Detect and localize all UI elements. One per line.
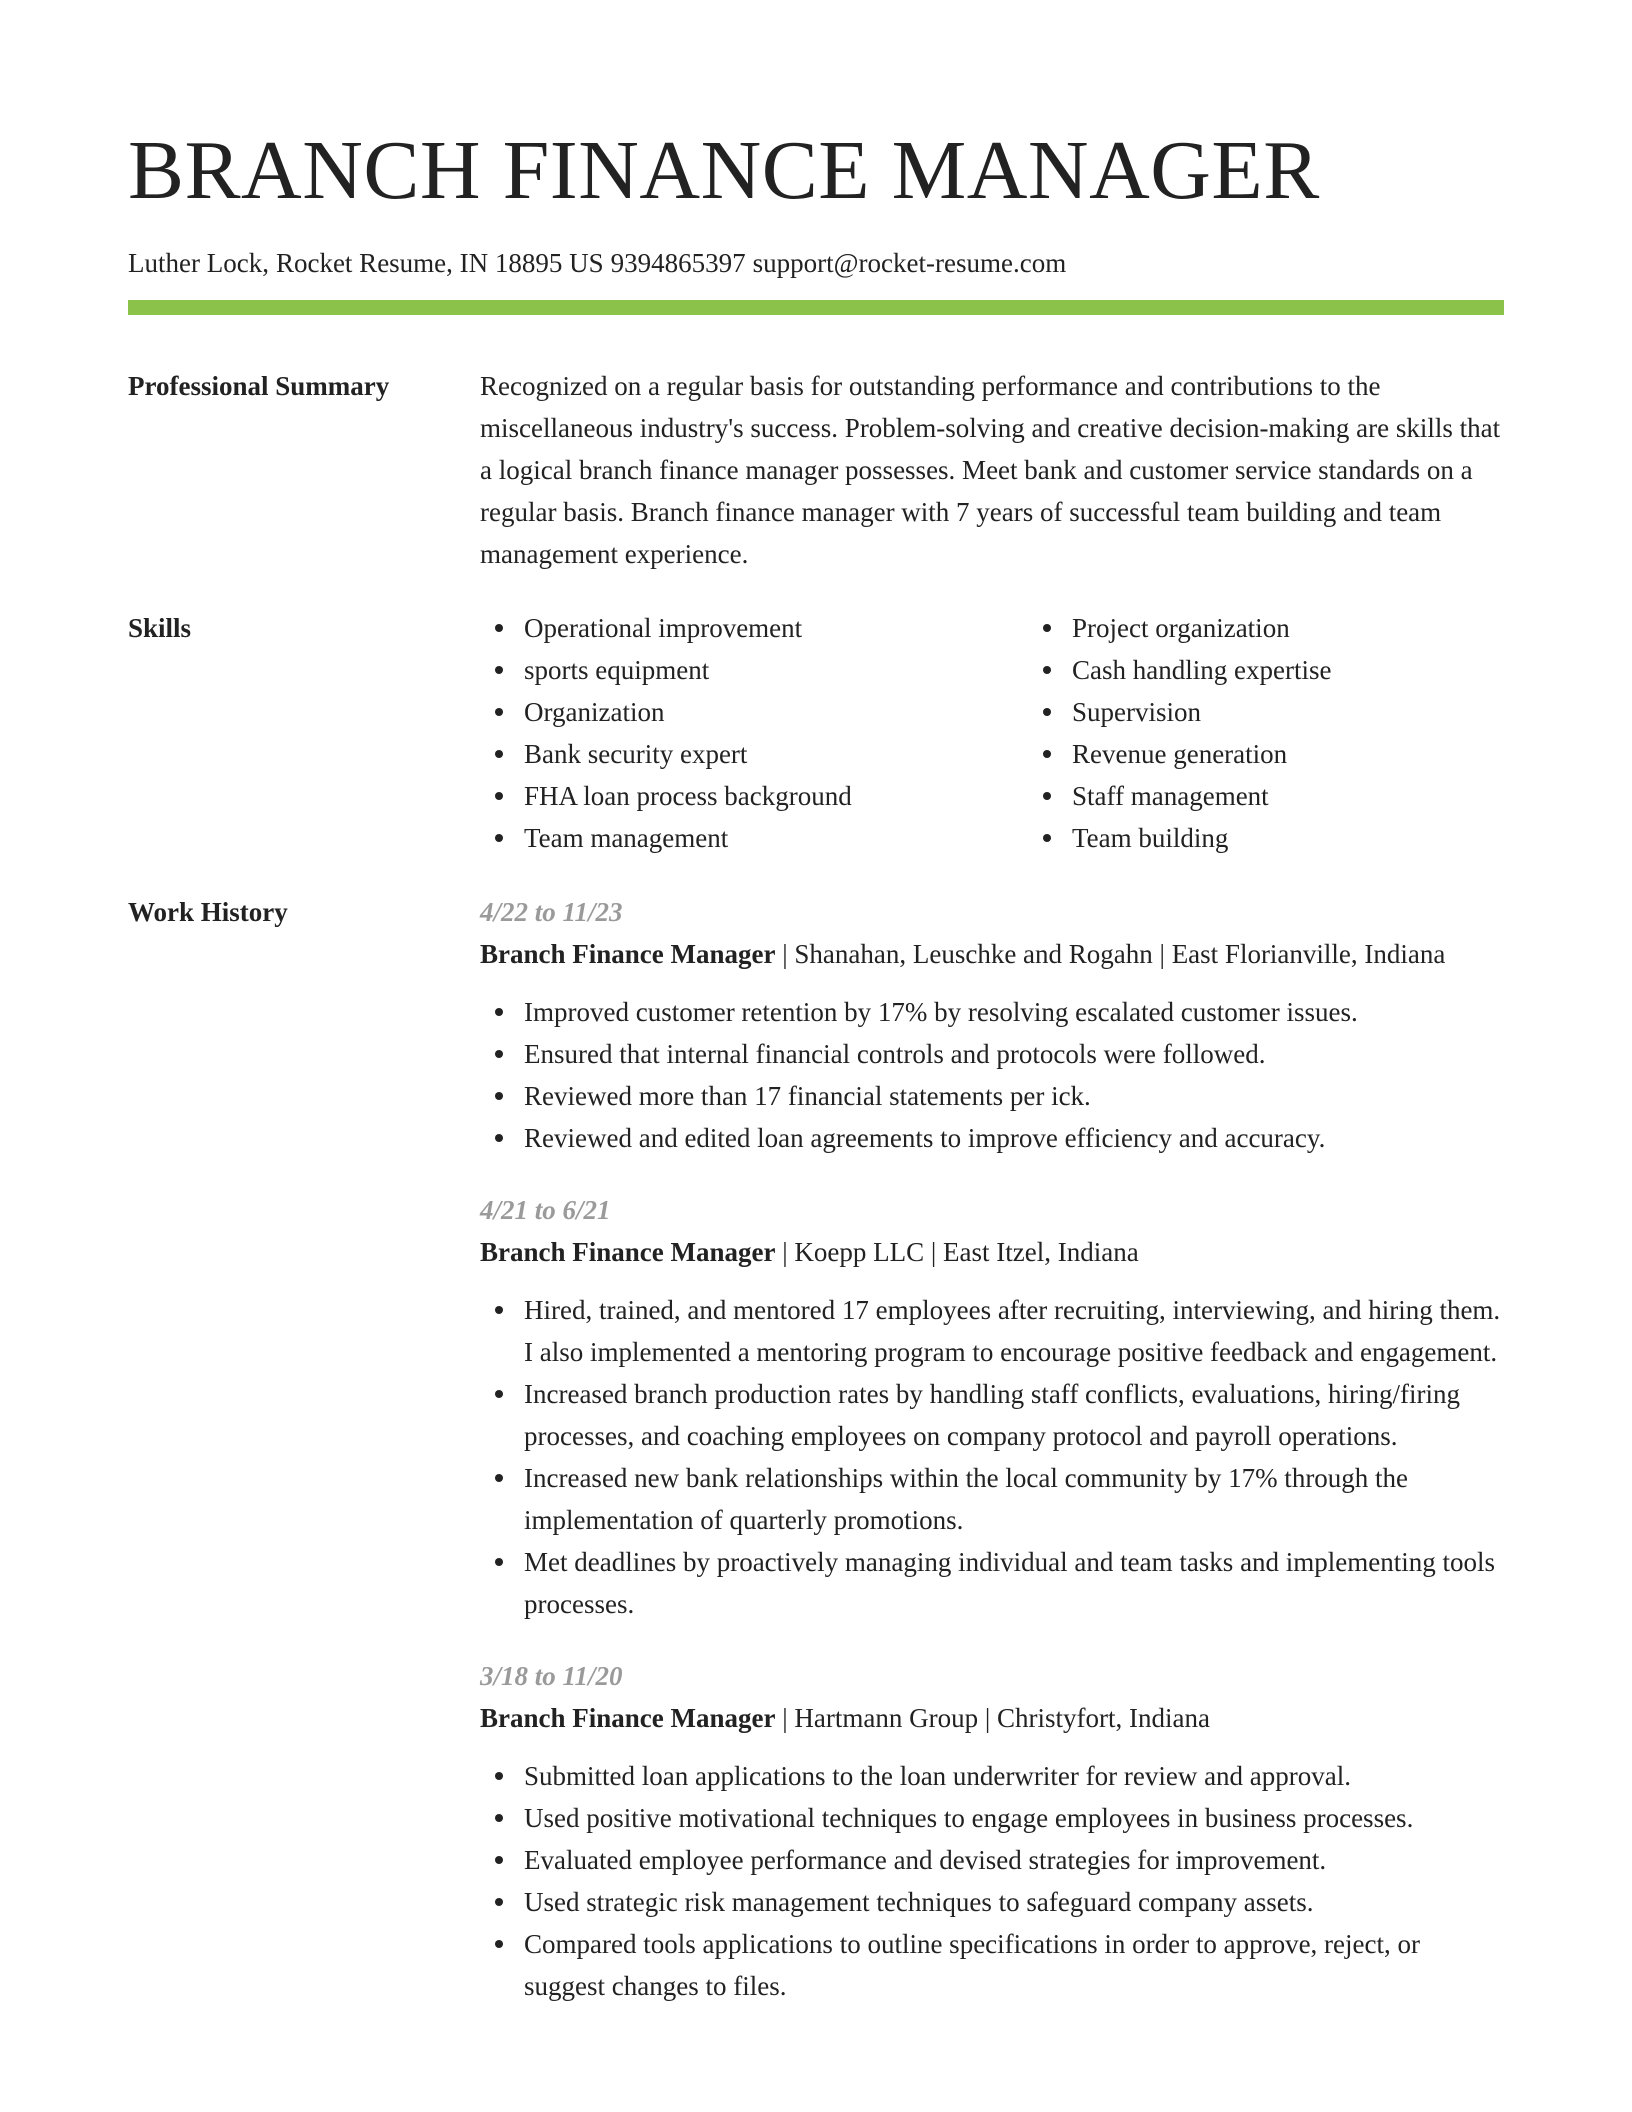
job-entry [480, 1189, 1504, 1625]
job-bullet: Compared tools applications to outline specifications in order to approve, reject, or suggest changes to files. [524, 1923, 1504, 2007]
resume-page [128, 0, 1504, 2007]
job-dates: 3/18 to 11/20 [480, 1661, 623, 1691]
job-bullet: Used positive motivational techniques to engage employees in business processes. [524, 1797, 1504, 1839]
job-bullet: Used strategic risk management techniques to safeguard company assets. [524, 1881, 1504, 1923]
job-bullet: Increased branch production rates by handling staff conflicts, evaluations, hiring/firing processes, and coaching employees on company protocol and payroll operations. [524, 1373, 1504, 1457]
resume-title: BRANCH FINANCE MANAGER [128, 124, 1320, 217]
job-bullet: Hired, trained, and mentored 17 employees after recruiting, interviewing, and hiring them. I also implemented a mentoring program to encourage positive feedback and engagement. [524, 1289, 1504, 1373]
skill-item: sports equipment [524, 649, 1028, 691]
skills-list-left [480, 607, 1028, 859]
skill-item: Project organization [1072, 607, 1576, 649]
summary-section [128, 365, 1504, 575]
job-title: Branch Finance Manager [480, 1237, 776, 1267]
job-title: Branch Finance Manager [480, 939, 776, 969]
job-bullet: Improved customer retention by 17% by resolving escalated customer issues. [524, 991, 1504, 1033]
work-history-section [128, 891, 1504, 2007]
contact-name: Luther Lock, [128, 248, 269, 278]
job-dates: 4/22 to 11/23 [480, 897, 623, 927]
skill-item: Team management [524, 817, 1028, 859]
skill-item: Organization [524, 691, 1028, 733]
job-entry [480, 891, 1504, 1159]
skill-item: Operational improvement [524, 607, 1028, 649]
job-bullet: Ensured that internal financial controls and protocols were followed. [524, 1033, 1504, 1075]
skill-item: Staff management [1072, 775, 1576, 817]
job-heading [480, 1231, 1504, 1273]
work-history-body [480, 891, 1504, 2007]
skill-item: FHA loan process background [524, 775, 1028, 817]
skill-item: Bank security expert [524, 733, 1028, 775]
job-dates: 4/21 to 6/21 [480, 1195, 611, 1225]
job-title: Branch Finance Manager [480, 1703, 776, 1733]
job-details: | Koepp LLC | East Itzel, Indiana [775, 1237, 1139, 1267]
skills-list-right [1028, 607, 1576, 859]
skills-section [128, 607, 1504, 859]
contact-line [128, 246, 1504, 280]
job-bullet: Submitted loan applications to the loan underwriter for review and approval. [524, 1755, 1504, 1797]
skill-item: Supervision [1072, 691, 1576, 733]
job-bullet: Reviewed and edited loan agreements to improve efficiency and accuracy. [524, 1117, 1504, 1159]
job-details: | Hartmann Group | Christyfort, Indiana [775, 1703, 1210, 1733]
job-bullet: Increased new bank relationships within the local community by 17% through the implementation of quarterly promotions. [524, 1457, 1504, 1541]
skill-item: Revenue generation [1072, 733, 1576, 775]
job-entry [480, 1655, 1504, 2007]
header-divider [128, 300, 1504, 315]
contact-location: Rocket Resume, IN 18895 US [275, 248, 604, 278]
job-bullet: Evaluated employee performance and devised strategies for improvement. [524, 1839, 1504, 1881]
contact-email[interactable]: support@rocket-resume.com [752, 248, 1067, 278]
job-bullets [480, 991, 1504, 1159]
job-heading [480, 933, 1504, 975]
skills-body [480, 607, 1576, 859]
job-bullet: Met deadlines by proactively managing individual and team tasks and implementing tools processes. [524, 1541, 1504, 1625]
summary-label: Professional Summary [128, 371, 390, 401]
job-bullet: Reviewed more than 17 financial statements per ick. [524, 1075, 1504, 1117]
work-history-label: Work History [128, 897, 288, 927]
job-bullets [480, 1289, 1504, 1625]
skills-label: Skills [128, 613, 192, 643]
summary-text: Recognized on a regular basis for outstanding performance and contributions to the miscellaneous industry's success. Problem-solving and creative decision-making are skills that a logical branch finance manager possesses. Meet bank and customer service standards on a regular basis. Branch finance manager with 7 years of successful team building and team management experience. [480, 371, 1501, 569]
skill-item: Cash handling expertise [1072, 649, 1576, 691]
contact-phone: 9394865397 [610, 248, 746, 278]
job-details: | Shanahan, Leuschke and Rogahn | East Florianville, Indiana [775, 939, 1446, 969]
skill-item: Team building [1072, 817, 1576, 859]
job-heading [480, 1697, 1504, 1739]
job-bullets [480, 1755, 1504, 2007]
